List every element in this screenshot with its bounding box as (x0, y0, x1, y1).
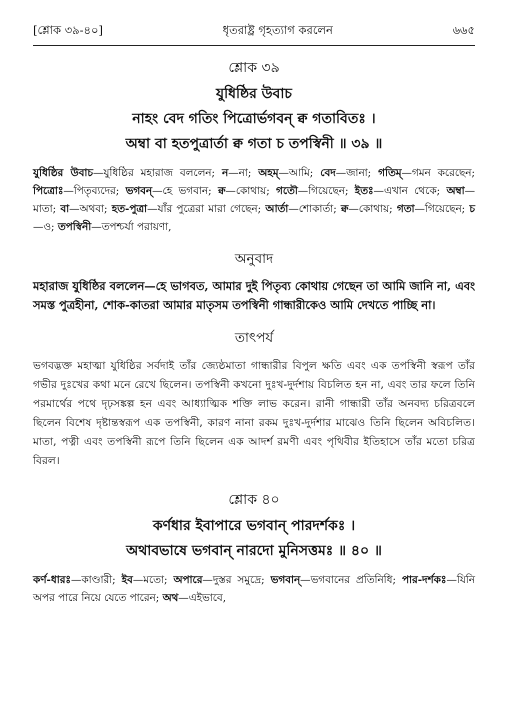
verse-39-line-1: নাহং বেদ গতিং পিত্রোর্ভগবন্ ক্ব গতাবিতঃ । (132, 111, 376, 127)
synonym-word: পিত্রোঃ (33, 185, 64, 197)
translation-text: মহারাজ যুধিষ্ঠির বললেন—হে ভাগবত, আমার দুই পিতৃব্য কোথায় গেছেন তা আমি জানি না, এবং সমস্ত পুত্রহীনা, শোক-কাতরা আমার মাতৃসম তপস্বিনী গান্ধারীকেও আমি দেখতে পাচ্ছি না। (33, 279, 475, 312)
verse-40-title: শ্লোক ৪০ (228, 492, 280, 508)
synonym-meaning: জানা (346, 167, 368, 179)
synonym-word: যুধিষ্ঠির উবাচ (33, 167, 94, 179)
synonym-word: ইব (121, 574, 133, 586)
verse-40-line-2: অথাবভাষে ভগবান্ নারদো মুনিসত্তমঃ ॥ ৪০ ॥ (126, 543, 382, 559)
synonym-word: চ (469, 203, 476, 215)
synonym-word: কর্ণ-ধারঃ (33, 574, 71, 586)
synonym-meaning: মাতা (33, 203, 53, 215)
synonym-word: ক্ব (340, 203, 349, 215)
synonym-word: অপারে (173, 574, 203, 586)
verse-40-line-1: কর্ণধার ইবাপারে ভগবান্ পারদর্শকঃ । (152, 518, 356, 534)
synonym-word: বা (60, 203, 70, 215)
verse-40-synonyms: কর্ণ-ধারঃ—কাণ্ডারী; ইব—মতো; অপারে—দুস্তর সমুদ্রে; ভগবান্—ভগবানের প্রতিনিধি; পার-দর্শকঃ—যিনি অপর পারে নিয়ে যেতে পারেন; অথ—এইভাবে, (33, 574, 475, 604)
chapter-title: ধৃতরাষ্ট্র গৃহত্যাগ করলেন (222, 23, 333, 37)
verse-39-speaker: যুধিষ্ঠির উবাচ (216, 86, 292, 102)
synonym-meaning: পিতৃব্যদের (73, 185, 116, 197)
synonym-word: ন (222, 167, 229, 179)
synonym-meaning: এইভাবে (188, 592, 223, 604)
verse-39-title: শ্লোক ৩৯ (228, 60, 280, 76)
synonym-meaning: হে ভগবান (162, 185, 209, 197)
synonym-meaning: ও (43, 221, 52, 233)
translation-heading: অনুবাদ (234, 251, 274, 267)
running-header (33, 0, 475, 41)
synonym-meaning: যাঁর পুত্রেরা মারা গেছেন (157, 203, 258, 215)
synonym-meaning: কোথায় (235, 185, 267, 197)
synonym-meaning: দুস্তর সমুদ্রে (212, 574, 262, 586)
synonym-meaning: যিনি অপর পারে নিয়ে যেতে পারেন (33, 574, 475, 604)
page-number: ৬৬৫ (452, 23, 475, 37)
synonym-meaning: গিয়েছেন (424, 203, 462, 215)
synonym-word: গতা (396, 203, 415, 215)
verse-39-synonyms: যুধিষ্ঠির উবাচ—যুধিষ্ঠির মহারাজ বললেন; ন—না; অহম্—আমি; বেদ—জানা; গতিম্—গমন করেছেন; পিত্রোঃ—পিতৃব্যদের; ভগবন্—হে ভগবান; ক্ব—কোথায়; গতৌ—গিয়েছেন; ইতঃ—এখান থেকে; অম্বা—মাতা; বা—অথবা; হত-পুত্রা—যাঁর পুত্রেরা মারা গেছেন; আর্তা—শোকার্তা; ক্ব—কোথায়; গতা—গিয়েছেন; চ—ও; তপস্বিনী—তপশ্চর্যা পরায়ণা, (33, 167, 476, 233)
purport-text: ভগবদ্ভক্ত মহাত্মা যুধিষ্ঠির সর্বদাই তাঁর জ্যেষ্ঠমাতা গান্ধারীর বিপুল ক্ষতি এবং এক তপস্বিনী স্বরূপ তাঁর গভীর দুঃখের কথা মনে রেখে ছিলেন। তপস্বিনী কখনো দুঃখ-দুর্দশায় বিচলিত হন না, এবং তার ফলে তিনি পরমার্থের পথে দৃঢ়সঙ্কল্প হন এবং আধ্যাত্মিক শক্তি লাভ করেন। রানী গান্ধারী তাঁর অনবদ্য চরিত্রবলে ছিলেন বিশেষ দৃষ্টান্তস্বরূপ এক তপস্বিনী, কারণ নানা রকম দুঃখ-দুর্দশার মাঝেও তিনি ছিলেন অবিচলিত। মাতা, পত্নী এবং তপস্বিনী রূপে তিনি ছিলেন এক আদর্শ রমণী এবং পৃথিবীর ইতিহাসে তাঁর মতো চরিত্র বিরল। (33, 359, 475, 467)
synonym-meaning: গিয়েছেন (308, 185, 345, 197)
synonym-word: বেদ (320, 167, 336, 179)
synonym-meaning: মতো (143, 574, 164, 586)
synonym-meaning: ভগবানের প্রতিনিধি (310, 574, 393, 586)
synonym-word: তপস্বিনী (57, 221, 92, 233)
synonym-meaning: তপশ্চর্যা পরায়ণা (101, 221, 169, 233)
synonym-meaning: এখান থেকে (383, 185, 437, 197)
purport-heading: তাৎপর্য (234, 330, 274, 346)
synonym-meaning: গমন করেছেন (411, 167, 472, 179)
synonym-meaning: কাণ্ডারী (81, 574, 113, 586)
synonym-word: গতিম্ (378, 167, 402, 179)
verse-range: [শ্লোক ৩৯-৪০] (33, 23, 103, 37)
synonym-meaning: না (238, 167, 248, 179)
synonym-meaning: যুধিষ্ঠির মহারাজ বললেন (103, 167, 212, 179)
synonym-word: আর্তা (265, 203, 289, 215)
synonym-word: ইতঃ (354, 185, 374, 197)
synonym-word: অম্বা (446, 185, 465, 197)
synonym-word: ভগবন্ (125, 185, 153, 197)
synonym-word: অহম্ (258, 167, 279, 179)
synonym-word: পার-দর্শকঃ (401, 574, 447, 586)
synonym-word: গতৌ (276, 185, 298, 197)
synonym-word: ভগবান্ (270, 574, 301, 586)
synonym-meaning: অথবা (79, 203, 105, 215)
header-rule (33, 45, 475, 46)
synonym-word: হত-পুত্রা (111, 203, 148, 215)
synonym-meaning: কোথায় (358, 203, 390, 215)
synonym-word: অথ (162, 592, 179, 604)
synonym-word: ক্ব (217, 185, 226, 197)
synonym-meaning: আমি (288, 167, 310, 179)
verse-39-line-2: অম্বা বা হতপুত্রার্তা ক্ব গতা চ তপস্বিনী ॥ ৩৯ ॥ (125, 136, 383, 152)
synonym-meaning: শোকার্তা (298, 203, 334, 215)
